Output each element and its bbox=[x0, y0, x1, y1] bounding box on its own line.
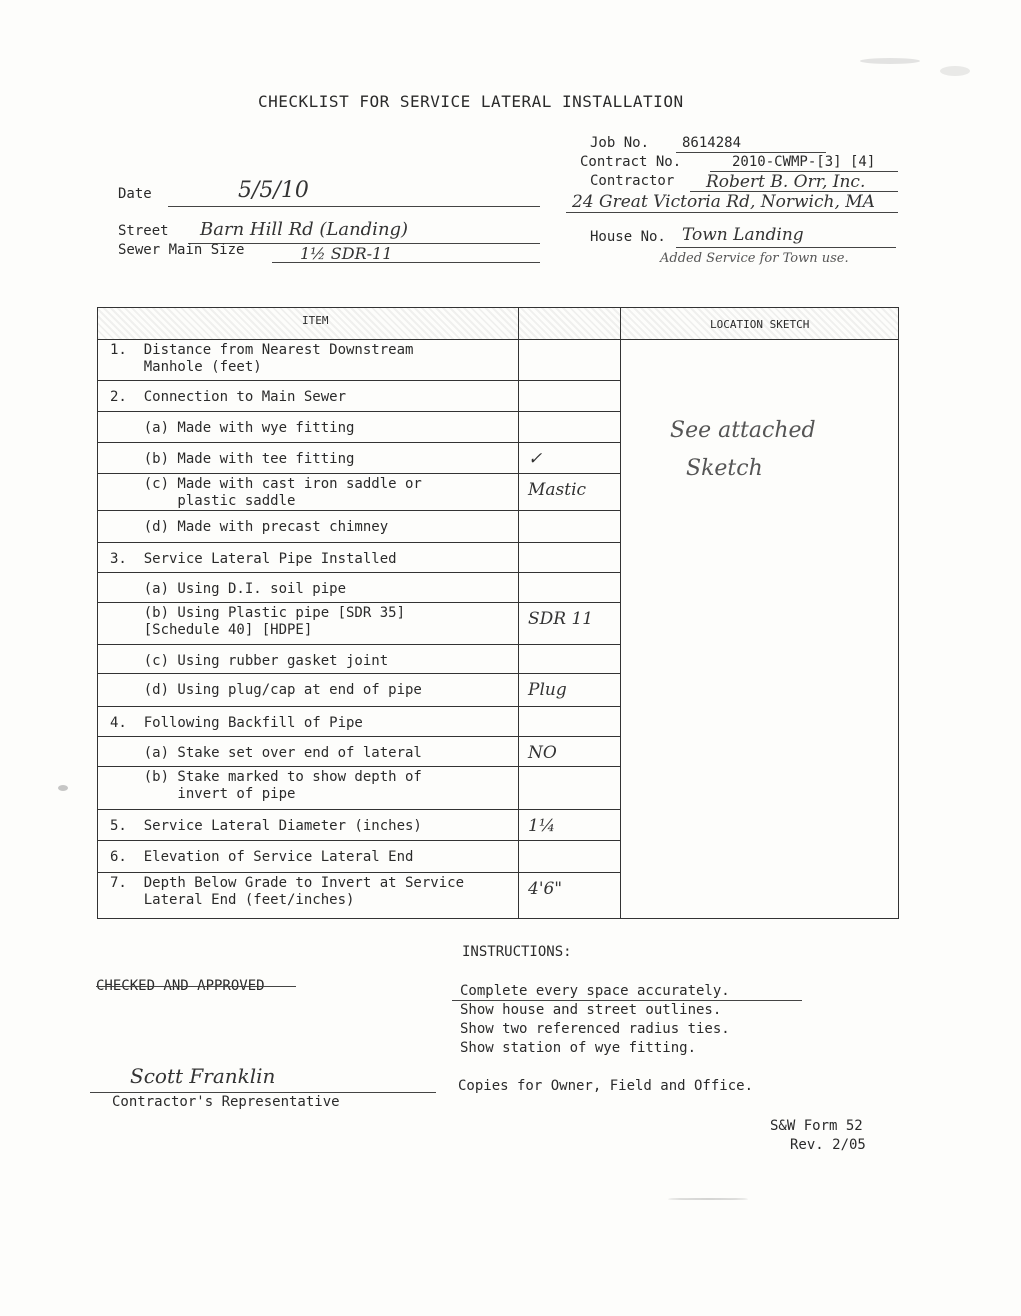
copies-note: Copies for Owner, Field and Office. bbox=[458, 1078, 754, 1094]
date-label: Date bbox=[118, 186, 152, 202]
instruction-1: Complete every space accurately. bbox=[460, 983, 730, 999]
job-value: 8614284 bbox=[682, 135, 742, 151]
row-item-text: (b) Using Plastic pipe [SDR 35] [Schedule 40] [HDPE] bbox=[143, 605, 406, 638]
table-row bbox=[98, 443, 620, 474]
signature: Scott Franklin bbox=[130, 1064, 276, 1088]
sketch-note-line2: Sketch bbox=[686, 456, 763, 481]
row-item-text: 1. Distance from Nearest Downstream Manhole (feet) bbox=[110, 342, 414, 375]
address-underline bbox=[566, 212, 898, 213]
sewer-label: Sewer Main Size bbox=[118, 242, 245, 258]
sewer-underline bbox=[272, 262, 540, 263]
table-row bbox=[98, 841, 620, 873]
row-item-text: (c) Using rubber gasket joint bbox=[110, 653, 389, 669]
sketch-column-divider bbox=[620, 308, 621, 918]
row-value[interactable]: SDR 11 bbox=[528, 609, 594, 629]
house-label: House No. bbox=[590, 229, 666, 245]
row-value[interactable]: Plug bbox=[528, 680, 567, 700]
contract-value: 2010-CWMP-[3] [4] bbox=[732, 154, 876, 170]
revision: Rev. 2/05 bbox=[790, 1137, 866, 1153]
row-item-text: 3. Service Lateral Pipe Installed bbox=[110, 551, 397, 567]
house-underline bbox=[676, 247, 896, 248]
signature-line bbox=[90, 1092, 436, 1093]
row-value[interactable]: Mastic bbox=[528, 480, 587, 500]
row-item-text: 5. Service Lateral Diameter (inches) bbox=[110, 818, 422, 834]
street-label: Street bbox=[118, 223, 169, 239]
table-row bbox=[98, 412, 620, 443]
sewer-value: 1½ SDR-11 bbox=[300, 244, 393, 263]
scan-speckle bbox=[860, 58, 920, 64]
table-row bbox=[98, 767, 620, 810]
contractor-address: 24 Great Victoria Rd, Norwich, MA bbox=[572, 192, 875, 212]
row-item-text: (c) Made with cast iron saddle or plastic saddle bbox=[143, 476, 422, 509]
rep-label: Contractor's Representative bbox=[112, 1094, 340, 1110]
table-row bbox=[98, 645, 620, 674]
house-note: Added Service for Town use. bbox=[660, 251, 849, 266]
street-value: Barn Hill Rd (Landing) bbox=[200, 219, 409, 240]
date-underline bbox=[168, 206, 540, 207]
checked-approved: CHECKED AND APPROVED bbox=[96, 978, 265, 994]
row-item-text: (a) Stake set over end of lateral bbox=[110, 745, 422, 761]
scan-speckle bbox=[58, 785, 68, 791]
table-row bbox=[98, 511, 620, 543]
row-item-text: (b) Stake marked to show depth of invert of pipe bbox=[143, 769, 422, 802]
row-item-text: 2. Connection to Main Sewer bbox=[110, 389, 347, 405]
date-value: 5/5/10 bbox=[238, 178, 309, 203]
row-value[interactable]: NO bbox=[528, 743, 557, 763]
instruction-1-underline bbox=[452, 1000, 802, 1001]
contract-label: Contract No. bbox=[580, 154, 682, 170]
row-item-text: (d) Using plug/cap at end of pipe bbox=[110, 682, 422, 698]
row-item-text: (d) Made with precast chimney bbox=[110, 519, 389, 535]
table-row bbox=[98, 340, 620, 381]
job-underline bbox=[676, 152, 826, 153]
instruction-4: Show station of wye fitting. bbox=[460, 1040, 697, 1056]
form-number: S&W Form 52 bbox=[770, 1118, 863, 1134]
house-value: Town Landing bbox=[682, 225, 804, 245]
row-item-text: (a) Using D.I. soil pipe bbox=[110, 581, 347, 597]
checked-strikethrough bbox=[96, 986, 296, 987]
table-row bbox=[98, 873, 620, 914]
checklist-table bbox=[97, 307, 899, 919]
row-item-text: (a) Made with wye fitting bbox=[110, 420, 355, 436]
table-row bbox=[98, 810, 620, 841]
row-item-text: 6. Elevation of Service Lateral End bbox=[110, 849, 414, 865]
scan-speckle bbox=[940, 66, 970, 76]
row-item-text: 4. Following Backfill of Pipe bbox=[110, 715, 363, 731]
contractor-value: Robert B. Orr, Inc. bbox=[706, 172, 866, 192]
row-value[interactable]: 4'6" bbox=[528, 879, 563, 899]
sketch-header: LOCATION SKETCH bbox=[710, 318, 810, 331]
row-item-text: 7. Depth Below Grade to Invert at Service Lateral End (feet/inches) bbox=[110, 875, 465, 908]
scan-speckle bbox=[668, 1198, 748, 1200]
sketch-note-line1: See attached bbox=[670, 418, 816, 443]
table-row bbox=[98, 543, 620, 573]
table-row bbox=[98, 573, 620, 603]
table-row bbox=[98, 737, 620, 767]
table-header-row bbox=[98, 308, 898, 340]
table-row bbox=[98, 381, 620, 412]
row-item-text: (b) Made with tee fitting bbox=[110, 451, 355, 467]
page-title: CHECKLIST FOR SERVICE LATERAL INSTALLATION bbox=[258, 92, 684, 111]
row-value[interactable]: ✓ bbox=[528, 449, 543, 469]
table-row bbox=[98, 474, 620, 511]
instruction-3: Show two referenced radius ties. bbox=[460, 1021, 730, 1037]
row-value[interactable]: 1¼ bbox=[528, 816, 556, 836]
instructions-title: INSTRUCTIONS: bbox=[462, 944, 572, 960]
contractor-label: Contractor bbox=[590, 173, 675, 189]
table-row bbox=[98, 707, 620, 737]
job-label: Job No. bbox=[590, 135, 650, 151]
value-column-divider bbox=[518, 308, 519, 918]
table-row bbox=[98, 603, 620, 645]
instruction-2: Show house and street outlines. bbox=[460, 1002, 722, 1018]
table-row bbox=[98, 674, 620, 707]
item-header: ITEM bbox=[302, 314, 329, 327]
